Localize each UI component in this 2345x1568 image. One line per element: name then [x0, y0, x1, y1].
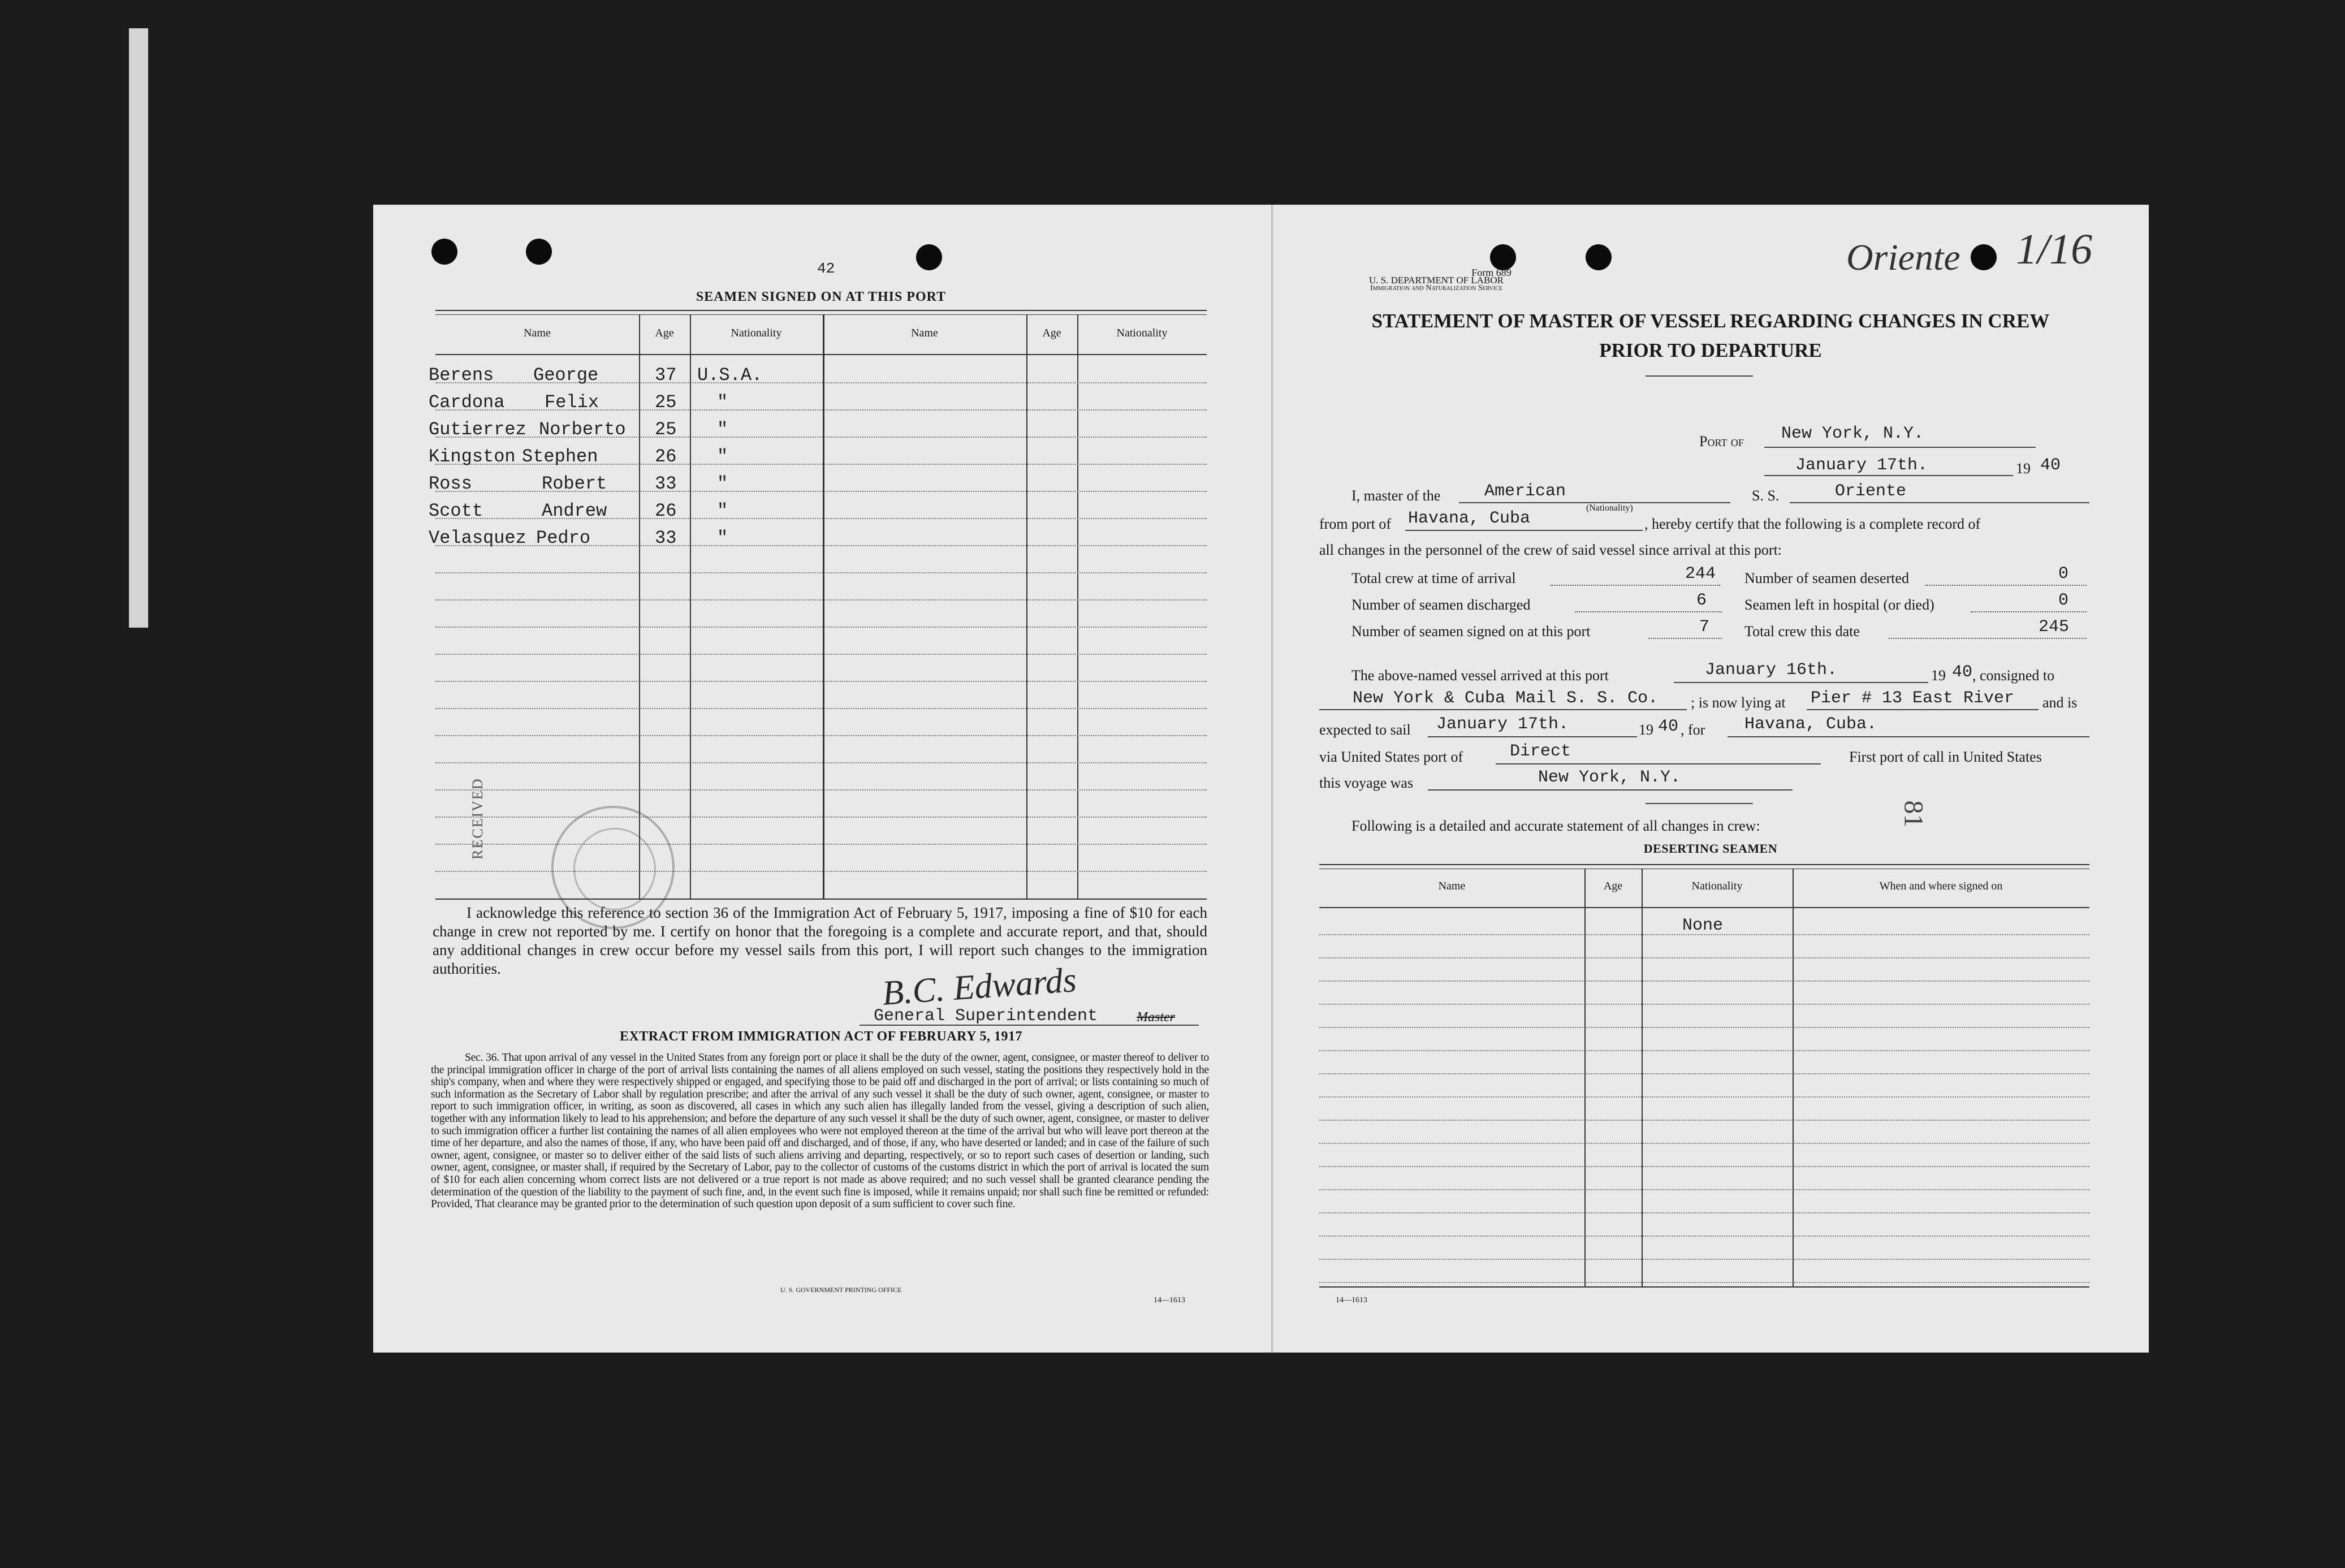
col-nationality: Nationality [731, 327, 782, 339]
first-port-label: First port of call in United States [1849, 749, 2042, 765]
handwritten-fraction: 1/16 [2016, 226, 2093, 273]
crew-nationality: " [717, 419, 728, 440]
field-line [1807, 709, 2039, 710]
column-divider [1793, 869, 1794, 1287]
master-label: Master [1137, 1010, 1175, 1025]
and-is-label: and is [2042, 694, 2078, 711]
year-prefix: 19 [1639, 722, 1653, 738]
table-top-rule [435, 310, 1207, 311]
stat-label: Total crew at time of arrival [1351, 570, 1516, 586]
stat-value: 244 [1685, 564, 1716, 584]
via-value: Direct [1510, 742, 1571, 761]
row-rule [435, 735, 1207, 736]
column-divider [1026, 314, 1027, 900]
crew-given-name: Robert [542, 473, 607, 494]
col-age: Age [1603, 880, 1623, 892]
crew-given-name: Stephen [522, 446, 598, 467]
table-top-rule [1319, 864, 2089, 865]
crew-surname: Gutierrez [429, 419, 526, 440]
ss-label: S. S. [1752, 487, 1780, 504]
signer-title: General Superintendent [874, 1007, 1098, 1026]
punch-hole [1586, 244, 1612, 270]
row-rule [1319, 1143, 2089, 1144]
col-age: Age [1042, 327, 1061, 339]
crew-age: 25 [655, 392, 677, 413]
service-name: Immigration and Naturalization Service [1370, 284, 1502, 292]
row-rule [435, 817, 1207, 818]
this-voyage-value: New York, N.Y. [1538, 768, 1681, 787]
col-nationality: Nationality [1116, 327, 1168, 339]
punch-hole [431, 239, 457, 265]
table-bottom-rule [435, 899, 1207, 900]
certify-text: , hereby certify that the following is a complete record of [1644, 516, 1981, 532]
crew-given-name: Andrew [542, 500, 607, 521]
date-value: January 17th. [1795, 456, 1928, 475]
punch-hole [1971, 244, 1997, 270]
leader-dots [1551, 585, 1720, 586]
field-line [1728, 736, 2089, 737]
crew-nationality: " [717, 500, 728, 521]
row-rule [435, 599, 1207, 601]
column-divider [823, 314, 824, 900]
signature: B.C. Edwards [881, 961, 1078, 1013]
consigned-label: , consigned to [1972, 667, 2055, 684]
stat-label: Number of seamen signed on at this port [1351, 623, 1591, 640]
col-nationality: Nationality [1691, 880, 1743, 892]
field-line [1496, 763, 1821, 764]
stat-value: 6 [1696, 591, 1707, 610]
arrived-year: 40 [1952, 663, 1973, 682]
year-value: 40 [2040, 456, 2061, 475]
stat-label: Number of seamen deserted [1744, 570, 1909, 586]
consignee-value: New York & Cuba Mail S. S. Co. [1353, 689, 1659, 708]
row-rule [435, 762, 1207, 763]
punch-hole [916, 244, 942, 270]
crew-nationality: " [717, 392, 728, 413]
row-rule [1319, 1212, 2089, 1213]
col-when-where: When and where signed on [1879, 880, 2003, 892]
stat-value: 245 [2039, 617, 2070, 637]
table-bottom-rule [1319, 1286, 2089, 1288]
field-line [1764, 447, 2036, 448]
from-port-label: from port of [1319, 516, 1392, 532]
table-top-rule [435, 314, 1207, 315]
crew-surname: Kingston [429, 446, 516, 467]
row-rule [1319, 1166, 2089, 1167]
expected-year: 40 [1658, 717, 1679, 736]
extract-title: EXTRACT FROM IMMIGRATION ACT OF FEBRUARY 5, 1917 [619, 1029, 1023, 1044]
stat-label: Total crew this date [1744, 623, 1860, 640]
field-line [1405, 530, 1643, 531]
nationality-caption: (Nationality) [1586, 503, 1633, 513]
crew-surname: Velasquez [429, 528, 526, 548]
leader-dots [1925, 585, 2087, 586]
section-rule [1646, 803, 1753, 804]
crew-surname: Cardona [429, 392, 505, 413]
row-rule [435, 708, 1207, 709]
crew-age: 37 [655, 365, 677, 386]
row-rule [435, 627, 1207, 628]
this-voyage-label: this voyage was [1319, 775, 1414, 791]
row-rule [435, 844, 1207, 845]
leader-dots [1971, 611, 2087, 612]
column-divider [1584, 869, 1586, 1287]
page-number: 42 [817, 260, 835, 277]
crew-surname: Scott [429, 500, 483, 521]
row-rule [1319, 957, 2089, 958]
form-code: 14—1613 [1336, 1296, 1367, 1304]
field-line [1790, 502, 2089, 503]
form-code: 14—1613 [1154, 1296, 1185, 1304]
printing-office: U. S. GOVERNMENT PRINTING OFFICE [780, 1286, 902, 1294]
crew-surname: Ross [429, 473, 472, 494]
row-rule [435, 789, 1207, 791]
lying-value: Pier # 13 East River [1811, 689, 2015, 708]
crew-given-name: George [533, 365, 599, 386]
column-divider [1642, 869, 1643, 1287]
handwritten-mark: 81 [1898, 800, 1929, 828]
row-rule [435, 681, 1207, 682]
crew-age: 33 [655, 473, 677, 494]
field-line [1428, 736, 1637, 737]
acknowledgment-text: I acknowledge this reference to section 36 of the Immigration Act of February 5, 1917, imposing a fine of $10 for each change in crew not reported by me. I certify on honor that the foregoing is a complete and accurate report, and that, should any additional changes in crew occur before my vessel sails from this port, I will report such changes to the immigration authorities. [433, 904, 1207, 977]
crew-given-name: Norberto [539, 419, 626, 440]
crew-nationality: " [717, 446, 728, 467]
signature-line [860, 1025, 1199, 1026]
field-line [1674, 682, 1928, 683]
row-rule [1319, 980, 2089, 982]
nationality-value: American [1484, 482, 1566, 501]
for-label: , for [1681, 722, 1705, 738]
for-value: Havana, Cuba. [1744, 715, 1877, 734]
row-rule [1319, 1259, 2089, 1260]
row-rule [1319, 934, 2089, 935]
stamp-text: RECEIVED [469, 777, 486, 859]
col-age: Age [655, 327, 674, 339]
punch-hole [526, 239, 552, 265]
crew-age: 26 [655, 500, 677, 521]
field-line [1764, 475, 2013, 476]
statement-title: STATEMENT OF MASTER OF VESSEL REGARDING CHANGES IN CREW [1371, 310, 2050, 332]
port-of-value: New York, N.Y. [1781, 424, 1924, 443]
col-name: Name [1438, 880, 1466, 892]
column-divider [690, 314, 691, 900]
row-rule [435, 572, 1207, 573]
arrived-label: The above-named vessel arrived at this port [1351, 667, 1609, 684]
col-name: Name [524, 327, 551, 339]
row-rule [1319, 1282, 2089, 1283]
statement-subtitle: PRIOR TO DEPARTURE [1599, 339, 1822, 361]
stat-value: 0 [2058, 591, 2069, 610]
arrived-value: January 16th. [1705, 660, 1838, 680]
master-of-label: I, master of the [1351, 487, 1441, 504]
port-of-label: Port of [1699, 433, 1744, 450]
row-rule [1319, 1236, 2089, 1237]
deserting-title: DESERTING SEAMEN [1643, 841, 1778, 856]
via-label: via United States port of [1319, 749, 1463, 765]
crew-nationality: " [717, 473, 728, 494]
field-line [1428, 789, 1793, 791]
crew-given-name: Felix [545, 392, 599, 413]
title-rule [1646, 375, 1753, 377]
stat-label: Number of seamen discharged [1351, 597, 1531, 613]
expected-value: January 17th. [1436, 715, 1569, 734]
leader-dots [1889, 638, 2087, 639]
extract-text: Sec. 36. That upon arrival of any vessel in the United States from any foreign port or place it shall be the duty of the owner, agent, consignee, or master thereof to deliver to the principal immigration officer in charge of the port of arrival lists containing the names of all aliens employed on such vessel, stating the positions they respectively hold in the ship's company, when and where they were respectively shipped or engaged, and specifying those to be paid off and discharged in the port of arrival; or lists containing so much of such information as the Secretary of Labor shall by regulation prescribe; and after the arrival of any such vessel it shall be the duty of such owner, agent, consignee, or master to report to such immigration officer, in writing, as soon as discovered, all cases in which any such alien has illegally landed from the vessel, giving a description of such alien, together with any information likely to lead to his apprehension; and before the departure of any such vessel it shall be the duty of such owner, agent, consignee, or master to deliver to such immigration officer a further list containing the names of all alien employees who were not employed thereon at the time of the arrival but who will leave port thereon at the time of her departure, and also the names of those, if any, who have been paid off and discharged, and of those, if any, who have deserted or landed; and in case of the failure of such owner, agent, consignee, or master so to deliver either of the said lists of such aliens arriving and departing, respectively, or so to report such cases of desertion or landing, such owner, agent, consignee, or master shall, if required by the Secretary of Labor, pay to the collector of customs of the customs district in which the port of arrival is located the sum of $10 for each alien concerning whom correct lists are not delivered or a true report is not made as above required; and no such vessel shall be granted clearance pending the determination of the question of the liability to the payment of such fine, and, in the event such fine is imposed, while it remains unpaid; nor shall such fine be remitted or refunded: Provided, That clearance may be granted prior to the determination of such question upon deposit of a sum sufficient to cover such fine. [431, 1052, 1209, 1211]
row-rule [1319, 1120, 2089, 1121]
leader-dots [1575, 611, 1722, 612]
row-rule [1319, 1050, 2089, 1051]
col-name: Name [911, 327, 938, 339]
row-rule [435, 654, 1207, 655]
row-rule [1319, 1004, 2089, 1005]
from-port-value: Havana, Cuba [1408, 509, 1531, 528]
year-prefix: 19 [1931, 667, 1946, 684]
stat-value: 7 [1699, 617, 1710, 637]
department: U. S. DEPARTMENT OF LABOR [1369, 275, 1504, 286]
crew-nationality: " [717, 528, 728, 548]
crew-given-name: Pedro [536, 528, 591, 548]
crew-nationality: U.S.A. [697, 365, 763, 386]
crew-age: 25 [655, 419, 677, 440]
expected-label: expected to sail [1319, 722, 1411, 738]
page-fold [1271, 205, 1273, 1353]
crew-surname: Berens [429, 365, 494, 386]
row-rule [1319, 1027, 2089, 1028]
following-label: Following is a detailed and accurate statement of all changes in crew: [1351, 818, 1760, 834]
section-title: SEAMEN SIGNED ON AT THIS PORT [696, 290, 947, 304]
row-rule [1319, 1096, 2089, 1098]
table-header-rule [435, 354, 1207, 355]
stat-label: Seamen left in hospital (or died) [1744, 597, 1934, 613]
stat-value: 0 [2058, 564, 2069, 584]
leader-dots [1648, 638, 1722, 639]
column-divider [1077, 314, 1078, 900]
row-rule [1319, 1189, 2089, 1190]
ship-name: Oriente [1835, 482, 1907, 501]
table-header-rule [1319, 907, 2089, 908]
crew-age: 26 [655, 446, 677, 467]
deserting-none: None [1682, 916, 1724, 935]
scan-edge [129, 28, 148, 628]
form-number: Form 689 [1471, 267, 1511, 278]
certify-text-2: all changes in the personnel of the crew of said vessel since arrival at this port: [1319, 542, 1782, 558]
field-line [1319, 709, 1687, 710]
year-prefix: 19 [2016, 460, 2031, 477]
row-rule [1319, 1073, 2089, 1074]
lying-label: ; is now lying at [1691, 694, 1786, 711]
crew-age: 33 [655, 528, 677, 548]
handwritten-ship-note: Oriente [1846, 237, 1960, 278]
